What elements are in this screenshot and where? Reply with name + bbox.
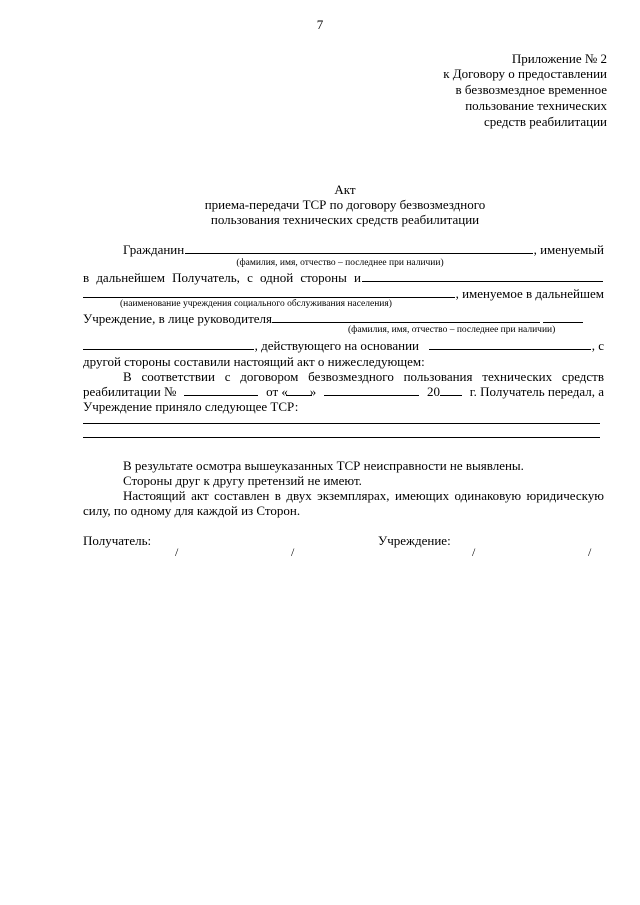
- tsr-list-blank: [83, 423, 600, 424]
- title-line: пользования технических средств реабилитации: [210, 212, 480, 227]
- signature-slash: /: [588, 545, 592, 559]
- paragraph-line: В результате осмотра вышеуказанных ТСР неисправности не выявлены.: [123, 458, 524, 473]
- paragraph-line: Настоящий акт составлен в двух экземплярах, имеющих одинаковую юридическую: [123, 488, 604, 503]
- paragraph-line: В соответствии с договором безвозмездного пользования технических средств: [123, 369, 604, 384]
- head-position-blank: [543, 322, 583, 323]
- contract-day-blank: [286, 384, 312, 396]
- text-word: стороны: [300, 270, 347, 285]
- recipient-signature-label: Получатель:: [83, 533, 152, 548]
- hint-org: (наименование учреждения социального обслуживания населения): [120, 299, 392, 309]
- contract-label: реабилитации №: [83, 384, 177, 399]
- org-name-blank: [83, 286, 455, 298]
- text-word: одной: [260, 270, 294, 285]
- paragraph-line: Стороны друг к другу претензий не имеют.: [123, 473, 362, 488]
- basis-text: , действующего на основании: [254, 338, 419, 353]
- contract-suffix: г. Получатель передал, а: [469, 384, 604, 399]
- signature-slash: /: [175, 545, 179, 559]
- basis-left-group: [83, 338, 419, 353]
- appendix-line: пользование технических: [465, 98, 607, 113]
- org-suffix: , именуемое в дальнейшем: [455, 286, 604, 301]
- basis-blank: [429, 338, 591, 350]
- citizen-suffix: , именуемый: [533, 242, 604, 257]
- signature-slash: /: [291, 545, 295, 559]
- paragraph-line: силу, по одному для каждой из Сторон.: [83, 503, 301, 518]
- paragraph-line: Учреждение приняло следующее ТСР:: [83, 399, 299, 414]
- paragraph-line: другой стороны составили настоящий акт о нижеследующем:: [83, 354, 425, 369]
- appendix-line: в безвозмездное временное: [455, 82, 607, 97]
- contract-quote-close: »: [309, 384, 317, 399]
- institution-head-label: Учреждение, в лице руководителя: [83, 311, 273, 326]
- party-blank-group: [354, 270, 604, 285]
- appendix-line: средств реабилитации: [483, 114, 607, 129]
- basis-line: [83, 338, 604, 353]
- text-word: в: [83, 270, 90, 285]
- head-name-blank: [272, 322, 540, 323]
- appendix-line: Приложение № 2: [511, 51, 607, 66]
- page-number: 7: [316, 17, 324, 32]
- contract-line: [83, 384, 604, 399]
- citizen-name-blank: [185, 242, 532, 254]
- contract-month-blank: [324, 384, 419, 396]
- citizen-line: [123, 242, 604, 257]
- title-line: приема-передачи ТСР по договору безвозмездного: [204, 197, 486, 212]
- contract-number-blank: [184, 384, 258, 396]
- contract-year-prefix: 20: [426, 384, 440, 399]
- citizen-label: Гражданин: [123, 242, 185, 257]
- hint-fio-2: (фамилия, имя, отчество – последнее при наличии): [348, 325, 556, 335]
- text-word: дальнейшем: [96, 270, 165, 285]
- text-word: Получатель,: [172, 270, 240, 285]
- appendix-line: к Договору о предоставлении: [443, 66, 607, 81]
- hint-fio: (фамилия, имя, отчество – последнее при наличии): [236, 258, 444, 268]
- recipient-line: [83, 270, 604, 285]
- contract-from: от «: [266, 384, 288, 399]
- text-word: и: [354, 270, 361, 285]
- text-word: с: [247, 270, 253, 285]
- institution-signature-label: Учреждение:: [378, 533, 451, 548]
- head-full-blank: [83, 338, 254, 350]
- party-blank: [362, 270, 603, 282]
- title-line: Акт: [334, 182, 356, 197]
- basis-suffix: , с: [591, 338, 604, 353]
- contract-year-blank: [440, 384, 462, 396]
- tsr-list-blank: [83, 437, 600, 438]
- signature-slash: /: [472, 545, 476, 559]
